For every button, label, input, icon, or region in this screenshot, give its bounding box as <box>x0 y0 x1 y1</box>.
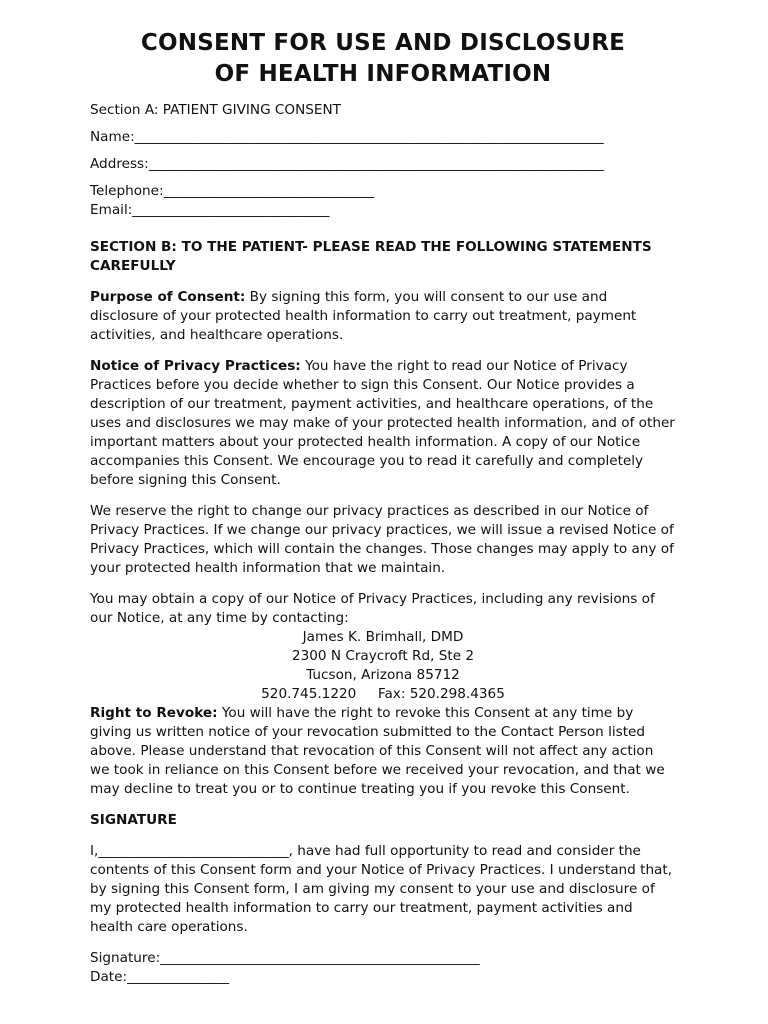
consent-statement: I,____________________________, have had full opportunity to read and consider the contents of this Consent form and your Notice of Privacy Practices. I understand that, by signing this Consent form, I am giving my consent to your use and disclosure of my protected health information to carry our treatment, payment activities and health care operations. <box>90 843 673 935</box>
name-field[interactable]: Name:_____________________________________________________________________ <box>90 129 604 145</box>
title-line-2: OF HEALTH INFORMATION <box>214 61 552 87</box>
document-title <box>90 28 676 90</box>
contact-phones: 520.745.1220 Fax: 520.298.4365 <box>261 686 505 702</box>
notice-label: Notice of Privacy Practices: <box>90 358 301 374</box>
revoke-paragraph <box>90 704 676 799</box>
contact-street: 2300 N Craycroft Rd, Ste 2 <box>291 648 475 664</box>
contact-block <box>90 628 676 704</box>
obtain-paragraph: You may obtain a copy of our Notice of Privacy Practices, including any revisions of our Notice, at any time by contacting: <box>90 591 655 626</box>
purpose-text: By signing this form, you will consent to our use and disclosure of your protected health information to carry out treatment, payment activities, and healthcare operations. <box>90 289 637 343</box>
section-a-heading: Section A: PATIENT GIVING CONSENT <box>90 102 341 118</box>
date-field[interactable]: Date:_______________ <box>90 969 230 985</box>
purpose-label: Purpose of Consent: <box>90 289 246 305</box>
revoke-label: Right to Revoke: <box>90 705 218 721</box>
reserve-paragraph: We reserve the right to change our privacy practices as described in our Notice of Privacy Practices. If we change our privacy practices, we will issue a revised Notice of Privacy Practices, which will contain the changes. Those changes may apply to any of your protected health information that we maintain. <box>90 503 674 576</box>
signature-heading: SIGNATURE <box>90 812 177 828</box>
revoke-text: You will have the right to revoke this Consent at any time by giving us written notice of your revocation submitted to the Contact Person listed above. Please understand that revocation of this Consent will not affect any action we took in reliance on this Consent before we received your revocation, and that we may decline to treat you or to continue treating you if you revoke this Consent. <box>90 705 665 797</box>
address-field[interactable]: Address:___________________________________________________________________ <box>90 156 605 172</box>
email-field[interactable]: Email:_____________________________ <box>90 202 330 218</box>
signature-field[interactable]: Signature:_______________________________________________ <box>90 950 480 966</box>
contact-city: Tucson, Arizona 85712 <box>306 667 460 683</box>
notice-text: You have the right to read our Notice of Privacy Practices before you decide whether to sign this Consent. Our Notice provides a description of our treatment, payment activities, and healthcare operations, of the uses and disclosures we may make of your protected health information, and of other important matters about your protected health information. A copy of our Notice accompanies this Consent. We encourage you to read it carefully and completely before signing this Consent. <box>90 358 675 488</box>
title-line-1: CONSENT FOR USE AND DISCLOSURE <box>140 30 626 56</box>
telephone-field[interactable]: Telephone:_______________________________ <box>90 183 375 199</box>
purpose-paragraph <box>90 288 676 345</box>
contact-name: James K. Brimhall, DMD <box>302 629 464 645</box>
notice-paragraph <box>90 357 676 490</box>
section-b-heading: SECTION B: TO THE PATIENT- PLEASE READ THE FOLLOWING STATEMENTS CAREFULLY <box>90 239 652 274</box>
